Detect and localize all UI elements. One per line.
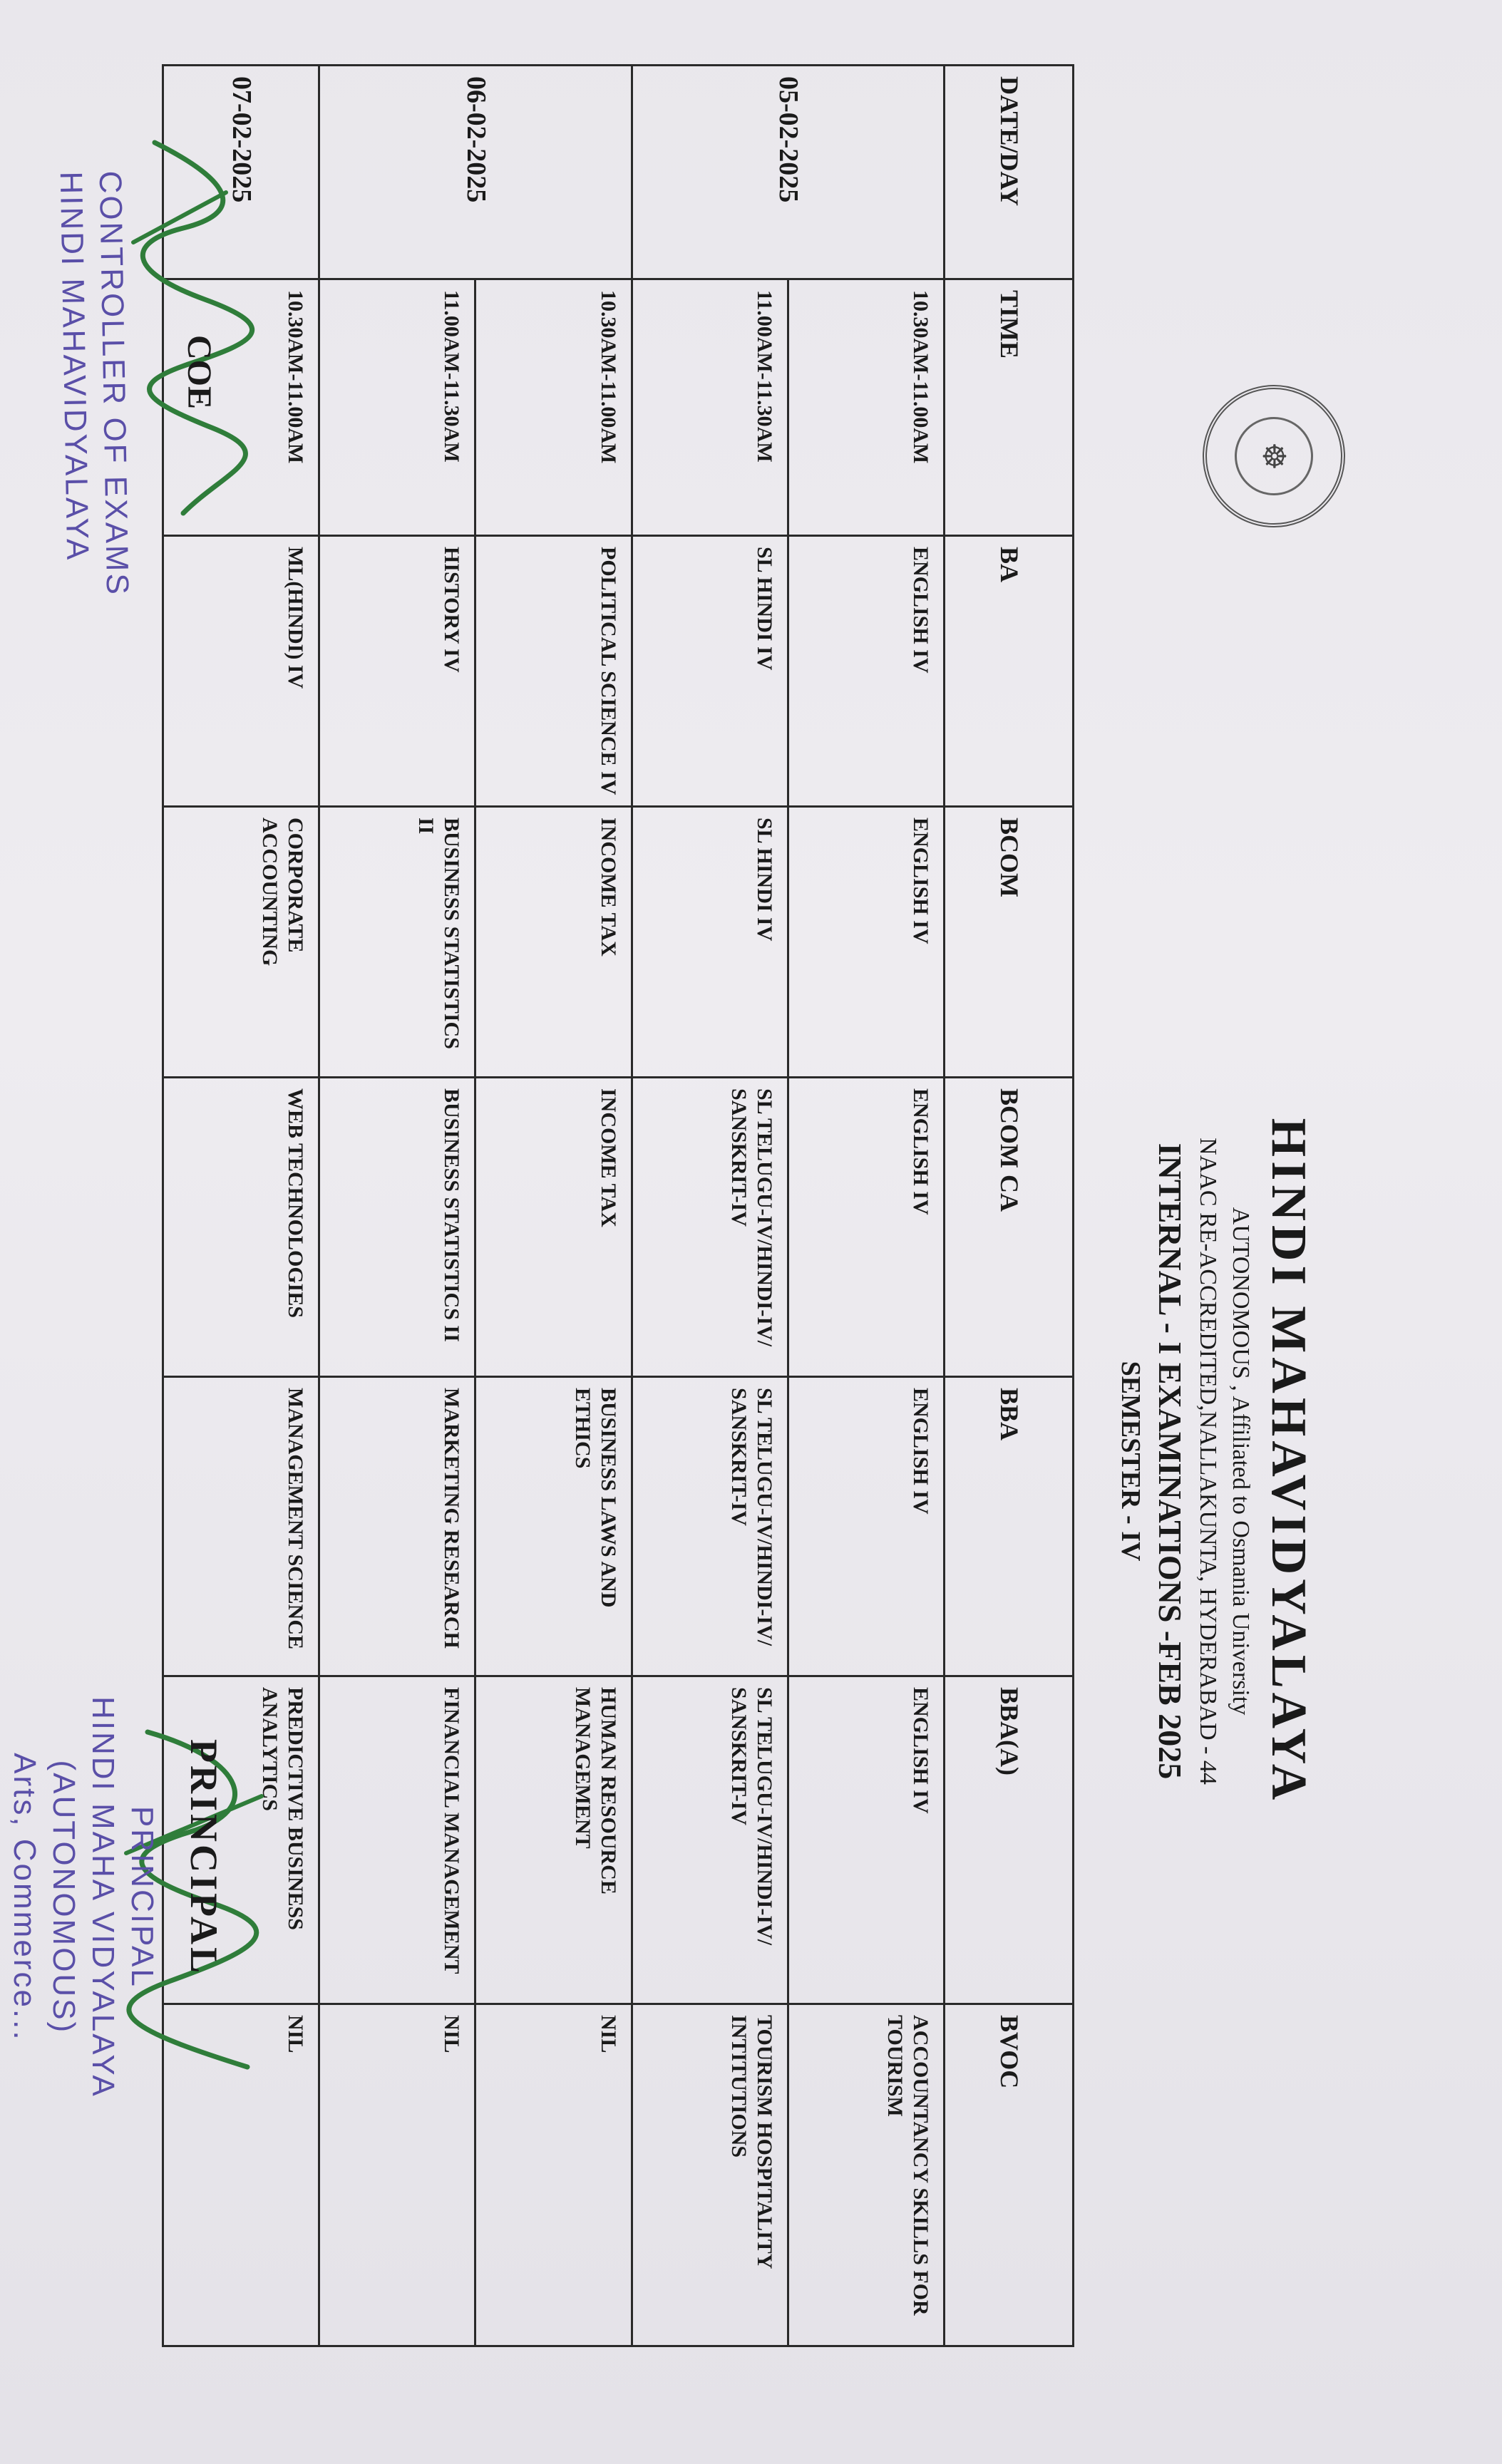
- coe-label: COE: [180, 335, 218, 410]
- date-cell: 07-02-2025: [163, 66, 319, 279]
- column-header-bba-a: BBA(A): [945, 1676, 1074, 2004]
- coe-stamp-line: HINDI MAHAVIDYALAYA: [53, 171, 96, 562]
- date-cell: 06-02-2025: [319, 66, 632, 279]
- date-cell: 05-02-2025: [632, 66, 944, 279]
- subject-cell: BUSINESS STATISTICS II: [319, 807, 475, 1078]
- seal-emblem-icon: ☸: [1235, 417, 1313, 495]
- time-cell: 10.30AM-11.00AM: [163, 279, 319, 536]
- subject-cell: SL HINDI IV: [632, 807, 788, 1078]
- subject-cell: HISTORY IV: [319, 536, 475, 807]
- subject-cell: HUMAN RESOURCE MANAGEMENT: [475, 1676, 632, 2004]
- table-row: [788, 66, 944, 2346]
- college-seal: [1203, 385, 1345, 527]
- college-name: HINDI MAHAVIDYALAYA: [1261, 1118, 1316, 1805]
- column-header-time: TIME: [945, 279, 1074, 536]
- accreditation-line: NAAC RE-ACCREDITED,NALLAKUNTA, HYDERABAD - 44: [1194, 1138, 1221, 1785]
- subject-cell: POLITICAL SCIENCE IV: [475, 536, 632, 807]
- document-header: [1113, 962, 1317, 1960]
- column-header-ba: BA: [945, 536, 1074, 807]
- time-cell: 11.00AM-11.30AM: [632, 279, 788, 536]
- table-row: [319, 66, 475, 2346]
- subject-cell: ENGLISH IV: [788, 1676, 944, 2004]
- time-cell: 10.30AM-11.00AM: [475, 279, 632, 536]
- subject-cell: ACCOUNTANCY SKILLS FOR TOURISM: [788, 2004, 944, 2346]
- column-header-date: DATE/DAY: [945, 66, 1074, 279]
- principal-label: PRINCIPAL: [182, 1739, 225, 1976]
- subject-cell: ENGLISH IV: [788, 807, 944, 1078]
- subject-cell: ENGLISH IV: [788, 1078, 944, 1377]
- subject-cell: INCOME TAX: [475, 807, 632, 1078]
- exam-timetable: [162, 64, 1074, 2347]
- coe-stamp-line: CONTROLLER OF EXAMS: [92, 170, 135, 597]
- principal-stamp-line: (AUTONOMOUS): [46, 1760, 81, 2035]
- subject-cell: BUSINESS STATISTICS II: [319, 1078, 475, 1377]
- subject-cell: PREDICTIVE BUSINESS ANALYTICS: [163, 1676, 319, 2004]
- subject-cell: MANAGEMENT SCIENCE: [163, 1377, 319, 1676]
- table-header-row: [945, 66, 1074, 2346]
- coe-stamp: [51, 170, 137, 597]
- semester-title: SEMESTER - IV: [1115, 1361, 1146, 1562]
- subject-cell: ENGLISH IV: [788, 536, 944, 807]
- subject-cell: FINANCIAL MANAGEMENT: [319, 1676, 475, 2004]
- table-row: [632, 66, 788, 2346]
- subject-cell: NIL: [163, 2004, 319, 2346]
- column-header-bcom: BCOM: [945, 807, 1074, 1078]
- subject-cell: TOURISM HOSPITALITY INTITUTIONS: [632, 2004, 788, 2346]
- principal-stamp: [5, 1696, 162, 2098]
- column-header-bba: BBA: [945, 1377, 1074, 1676]
- time-cell: 10.30AM-11.00AM: [788, 279, 944, 536]
- column-header-bcom-ca: BCOM CA: [945, 1078, 1074, 1377]
- subject-cell: SL TELUGU-IV/HINDI-IV/ SANSKRIT-IV: [632, 1377, 788, 1676]
- subject-cell: NIL: [475, 2004, 632, 2346]
- table-row: [475, 66, 632, 2346]
- subject-cell: NIL: [319, 2004, 475, 2346]
- principal-stamp-line: Arts, Commerce...: [7, 1753, 42, 2042]
- subject-cell: MARKETING RESEARCH: [319, 1377, 475, 1676]
- subject-cell: ENGLISH IV: [788, 1377, 944, 1676]
- column-header-bvoc: BVOC: [945, 2004, 1074, 2346]
- subject-cell: SL TELUGU-IV/HINDI-IV/ SANSKRIT-IV: [632, 1676, 788, 2004]
- affiliation-line: AUTONOMOUS , Affiliated to Osmania University: [1228, 1207, 1255, 1716]
- subject-cell: BUSINESS LAWS AND ETHICS: [475, 1377, 632, 1676]
- exam-title: INTERNAL - I EXAMINATIONS -FEB 2025: [1151, 1143, 1188, 1780]
- time-cell: 11.00AM-11.30AM: [319, 279, 475, 536]
- subject-cell: SL TELUGU-IV/HINDI-IV/ SANSKRIT-IV: [632, 1078, 788, 1377]
- subject-cell: CORPORATE ACCOUNTING: [163, 807, 319, 1078]
- subject-cell: INCOME TAX: [475, 1078, 632, 1377]
- principal-stamp-line: HINDI MAHA VIDYALAYA: [86, 1696, 120, 2098]
- coe-signature-icon: [112, 128, 269, 527]
- subject-cell: WEB TECHNOLOGIES: [163, 1078, 319, 1377]
- principal-stamp-line: PRINCIPAL: [125, 1805, 160, 1989]
- subject-cell: SL HINDI IV: [632, 536, 788, 807]
- subject-cell: ML(HINDI) IV: [163, 536, 319, 807]
